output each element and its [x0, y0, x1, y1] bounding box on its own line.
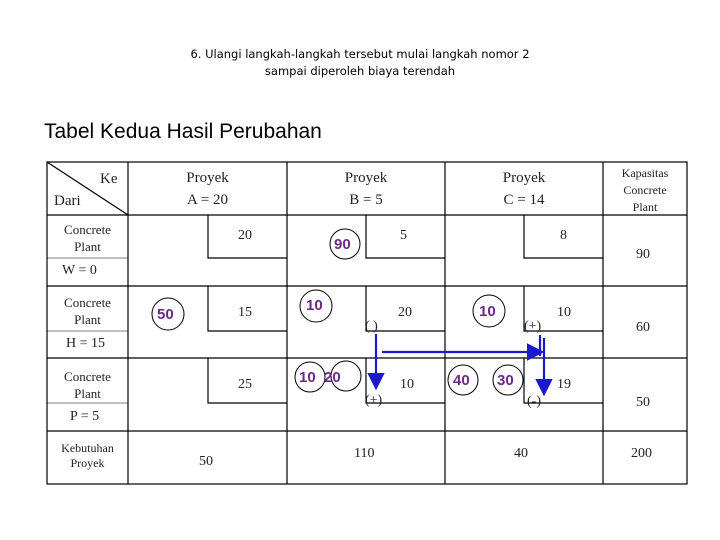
row-w-label: [47, 221, 128, 255]
col-a-demand: A = 20: [187, 192, 228, 208]
demand-c: 40: [514, 446, 528, 461]
cost-h-c: 10: [557, 305, 571, 320]
instruction-line-2: sampai diperoleh biaya terendah: [264, 64, 456, 78]
capacity-header-line3: Plant: [632, 200, 658, 214]
row-p-label: [47, 368, 128, 402]
row-h-name-2: Plant: [74, 312, 101, 327]
alloc-p-c: 30: [497, 372, 514, 389]
row-h-name-1: Concrete: [64, 295, 111, 310]
sign-p-c: (-): [527, 394, 541, 409]
alloc-p-c-left: 40: [453, 372, 470, 389]
corner-dari: Dari: [54, 193, 81, 209]
capacity-h: 60: [636, 320, 650, 335]
demand-total: 200: [631, 446, 652, 461]
sign-h-c: (+): [524, 319, 542, 334]
col-b-demand: B = 5: [349, 192, 383, 208]
cost-w-c: 8: [560, 228, 567, 243]
demand-a: 50: [199, 454, 213, 469]
section-title: Tabel Kedua Hasil Perubahan: [44, 120, 322, 143]
row-p-code: P = 5: [70, 409, 100, 424]
demand-label-2: Proyek: [70, 456, 105, 470]
row-p-name-2: Plant: [74, 386, 101, 401]
capacity-header: [603, 165, 687, 216]
row-p-name-1: Concrete: [64, 369, 111, 384]
alloc-w-b: 90: [334, 236, 351, 253]
col-a-title: Proyek: [186, 170, 229, 186]
row-h-label: [47, 294, 128, 328]
col-b-title: Proyek: [344, 170, 388, 186]
sign-h-b: ( ): [365, 319, 378, 334]
row-w-name-2: Plant: [74, 239, 101, 254]
col-c-title: Proyek: [502, 170, 546, 186]
alloc-h-b: 10: [306, 297, 323, 314]
cost-p-b: 10: [400, 377, 414, 392]
cost-h-b: 20: [398, 305, 412, 320]
alloc-p-b: 10 20: [299, 369, 341, 386]
cost-w-a: 20: [238, 228, 252, 243]
row-h-code: H = 15: [66, 336, 106, 351]
row-w-code: W = 0: [62, 263, 97, 278]
corner-ke: Ke: [100, 171, 118, 187]
capacity-w: 90: [636, 247, 650, 262]
row-w-name-1: Concrete: [64, 222, 111, 237]
cost-p-a: 25: [238, 377, 252, 392]
cost-w-b: 5: [400, 228, 407, 243]
col-c-demand: C = 14: [503, 192, 545, 208]
capacity-header-line2: Concrete: [623, 183, 667, 197]
cost-p-c: 19: [557, 377, 571, 392]
demand-label-1: Kebutuhan: [61, 441, 114, 455]
demand-b: 110: [354, 446, 375, 461]
demand-label: [47, 441, 128, 471]
capacity-header-line1: Kapasitas: [621, 166, 669, 180]
instruction-line-1: 6. Ulangi langkah-langkah tersebut mulai langkah nomor 2: [190, 47, 530, 61]
sign-p-b: (+): [365, 393, 383, 408]
cost-h-a: 15: [238, 305, 252, 320]
alloc-h-c: 10: [479, 303, 496, 320]
capacity-p: 50: [636, 395, 650, 410]
alloc-h-a: 50: [157, 306, 174, 323]
